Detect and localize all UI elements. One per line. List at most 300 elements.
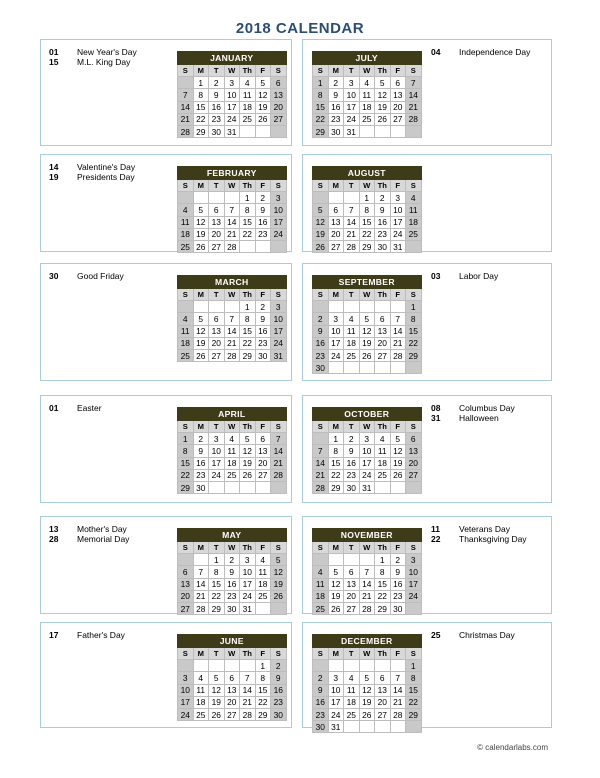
- day-cell: 26: [240, 469, 256, 481]
- day-cell: 19: [328, 590, 344, 602]
- month-calendar-february: [177, 166, 287, 253]
- month-name: MAY: [178, 529, 287, 542]
- day-cell: 6: [255, 433, 271, 445]
- day-cell: [390, 721, 406, 733]
- day-cell: 5: [375, 77, 391, 89]
- weekday-header: F: [255, 289, 271, 301]
- holiday-entry: [49, 271, 124, 281]
- weekday-header: S: [271, 648, 287, 660]
- day-cell: 13: [224, 684, 240, 696]
- day-cell: 10: [209, 445, 225, 457]
- weekday-header: T: [209, 542, 225, 554]
- holiday-list: [49, 403, 102, 413]
- month-calendar-june: [177, 634, 287, 721]
- day-cell: 25: [375, 469, 391, 481]
- day-cell: 30: [193, 481, 209, 493]
- weekday-header: S: [406, 180, 422, 192]
- day-cell: 22: [255, 696, 271, 708]
- day-cell: 16: [328, 101, 344, 113]
- day-cell: [178, 77, 194, 89]
- day-cell: 18: [193, 696, 209, 708]
- day-cell: 8: [240, 313, 256, 325]
- day-cell: 3: [271, 192, 287, 204]
- weekday-header: M: [328, 180, 344, 192]
- day-cell: 27: [209, 240, 225, 252]
- day-cell: 30: [344, 481, 360, 493]
- month-panel-may: [40, 516, 292, 614]
- month-calendar-march: [177, 275, 287, 362]
- day-cell: 26: [359, 708, 375, 720]
- day-cell: 15: [313, 101, 329, 113]
- day-cell: 5: [390, 433, 406, 445]
- day-cell: 21: [224, 337, 240, 349]
- day-cell: 6: [271, 77, 287, 89]
- day-cell: 20: [224, 696, 240, 708]
- day-cell: 8: [255, 672, 271, 684]
- day-cell: 2: [193, 433, 209, 445]
- day-cell: 3: [328, 672, 344, 684]
- day-cell: 19: [375, 101, 391, 113]
- day-cell: 19: [193, 337, 209, 349]
- holiday-entry: [431, 47, 530, 57]
- day-cell: 29: [240, 349, 256, 361]
- day-cell: 28: [359, 602, 375, 614]
- holiday-name: Mother's Day: [77, 524, 127, 534]
- day-cell: 9: [313, 684, 329, 696]
- day-cell: 6: [344, 566, 360, 578]
- day-cell: 10: [328, 684, 344, 696]
- day-cell: 4: [193, 672, 209, 684]
- weekday-header: W: [359, 421, 375, 433]
- month-name: JANUARY: [178, 52, 287, 65]
- day-cell: 4: [178, 204, 194, 216]
- day-cell: 10: [328, 325, 344, 337]
- day-cell: [359, 301, 375, 313]
- day-cell: [375, 125, 391, 137]
- day-cell: 5: [313, 204, 329, 216]
- holiday-entry: [49, 162, 135, 172]
- day-cell: 3: [240, 554, 256, 566]
- month-name: FEBRUARY: [178, 167, 287, 180]
- weekday-header: S: [178, 648, 194, 660]
- day-cell: 28: [390, 708, 406, 720]
- day-cell: 14: [271, 445, 287, 457]
- day-cell: 16: [209, 101, 225, 113]
- day-cell: 15: [406, 684, 422, 696]
- day-cell: [240, 660, 256, 672]
- day-cell: 6: [328, 204, 344, 216]
- holiday-list: [49, 47, 137, 67]
- holiday-list: [49, 162, 135, 182]
- weekday-header: W: [359, 65, 375, 77]
- day-cell: 20: [178, 590, 194, 602]
- day-cell: 9: [375, 204, 391, 216]
- day-cell: [328, 192, 344, 204]
- day-cell: 17: [271, 216, 287, 228]
- weekday-header: S: [271, 65, 287, 77]
- weekday-header: F: [390, 65, 406, 77]
- day-cell: 7: [390, 313, 406, 325]
- day-cell: 27: [255, 469, 271, 481]
- holiday-entry: [49, 524, 129, 534]
- holiday-name: Father's Day: [77, 630, 125, 640]
- day-cell: 15: [328, 457, 344, 469]
- day-cell: 24: [328, 708, 344, 720]
- day-cell: [255, 240, 271, 252]
- day-cell: 5: [209, 672, 225, 684]
- day-cell: 29: [209, 602, 225, 614]
- weekday-header: S: [406, 65, 422, 77]
- day-cell: 4: [406, 192, 422, 204]
- day-cell: [390, 301, 406, 313]
- day-cell: 4: [313, 566, 329, 578]
- day-cell: 27: [178, 602, 194, 614]
- day-cell: 19: [240, 457, 256, 469]
- day-cell: 5: [359, 313, 375, 325]
- holiday-date: 03: [431, 271, 441, 281]
- day-cell: [344, 301, 360, 313]
- day-cell: [178, 192, 194, 204]
- day-cell: 10: [359, 445, 375, 457]
- day-cell: 21: [313, 469, 329, 481]
- day-cell: 10: [344, 89, 360, 101]
- day-cell: [344, 192, 360, 204]
- day-cell: 2: [344, 433, 360, 445]
- day-cell: 7: [193, 566, 209, 578]
- weekday-header: M: [328, 648, 344, 660]
- weekday-header: S: [406, 542, 422, 554]
- day-cell: 24: [390, 228, 406, 240]
- day-cell: [313, 660, 329, 672]
- weekday-header: F: [255, 421, 271, 433]
- weekday-header: F: [255, 542, 271, 554]
- day-cell: 27: [406, 469, 422, 481]
- weekday-header: F: [390, 289, 406, 301]
- day-cell: [375, 721, 391, 733]
- day-cell: 10: [271, 313, 287, 325]
- month-calendar-july: [312, 51, 422, 138]
- day-cell: 23: [255, 337, 271, 349]
- month-panel-december: [302, 622, 552, 732]
- day-cell: 29: [359, 240, 375, 252]
- day-cell: [359, 721, 375, 733]
- day-cell: [178, 301, 194, 313]
- day-cell: [375, 301, 391, 313]
- day-cell: [209, 192, 225, 204]
- holiday-list: [431, 271, 498, 281]
- day-cell: 27: [209, 349, 225, 361]
- day-cell: 27: [344, 602, 360, 614]
- day-cell: 25: [178, 349, 194, 361]
- day-cell: 31: [271, 349, 287, 361]
- day-cell: [224, 660, 240, 672]
- weekday-header: M: [193, 180, 209, 192]
- day-cell: [209, 481, 225, 493]
- day-cell: 21: [390, 696, 406, 708]
- day-cell: 3: [224, 77, 240, 89]
- day-cell: 3: [271, 301, 287, 313]
- day-cell: 22: [240, 228, 256, 240]
- weekday-header: T: [344, 65, 360, 77]
- day-cell: 16: [344, 457, 360, 469]
- holiday-name: M.L. King Day: [77, 57, 131, 67]
- day-cell: 17: [224, 101, 240, 113]
- weekday-header: T: [209, 289, 225, 301]
- holiday-name: Memorial Day: [77, 534, 130, 544]
- day-cell: 17: [328, 337, 344, 349]
- holiday-name: Thanksgiving Day: [459, 534, 527, 544]
- day-cell: 17: [359, 457, 375, 469]
- holiday-date: 30: [49, 271, 59, 281]
- month-panel-march: [40, 263, 292, 381]
- day-cell: [375, 362, 391, 374]
- day-cell: 13: [406, 445, 422, 457]
- day-cell: 6: [406, 433, 422, 445]
- day-cell: 31: [328, 721, 344, 733]
- month-calendar-april: [177, 407, 287, 494]
- holiday-date: 25: [431, 630, 441, 640]
- day-cell: 12: [240, 445, 256, 457]
- weekday-header: F: [255, 180, 271, 192]
- day-cell: 1: [240, 301, 256, 313]
- day-cell: 31: [240, 602, 256, 614]
- day-cell: 11: [193, 684, 209, 696]
- month-name: SEPTEMBER: [313, 276, 422, 289]
- day-cell: 12: [271, 566, 287, 578]
- day-cell: 4: [224, 433, 240, 445]
- holiday-name: Christmas Day: [459, 630, 515, 640]
- weekday-header: W: [224, 421, 240, 433]
- holiday-entry: [49, 534, 129, 544]
- day-cell: 16: [313, 337, 329, 349]
- day-cell: 13: [390, 89, 406, 101]
- day-cell: 17: [344, 101, 360, 113]
- weekday-header: W: [224, 289, 240, 301]
- day-cell: 19: [359, 337, 375, 349]
- day-cell: 27: [224, 708, 240, 720]
- day-cell: 13: [344, 578, 360, 590]
- day-cell: 18: [344, 696, 360, 708]
- day-cell: 28: [344, 240, 360, 252]
- holiday-name: Valentine's Day: [77, 162, 136, 172]
- day-cell: 4: [375, 433, 391, 445]
- day-cell: 17: [328, 696, 344, 708]
- holiday-date: 01: [49, 47, 59, 57]
- weekday-header: W: [224, 542, 240, 554]
- day-cell: 15: [359, 216, 375, 228]
- day-cell: 13: [375, 325, 391, 337]
- day-cell: 26: [390, 469, 406, 481]
- weekday-header: S: [313, 65, 329, 77]
- day-cell: 3: [406, 554, 422, 566]
- weekday-header: Th: [375, 648, 391, 660]
- day-cell: 22: [375, 590, 391, 602]
- day-cell: 22: [328, 469, 344, 481]
- day-cell: 30: [313, 721, 329, 733]
- day-cell: 17: [390, 216, 406, 228]
- holiday-entry: [431, 271, 498, 281]
- holiday-name: New Year's Day: [77, 47, 137, 57]
- holiday-date: 17: [49, 630, 59, 640]
- month-name: NOVEMBER: [313, 529, 422, 542]
- day-cell: 13: [209, 325, 225, 337]
- month-panel-august: [302, 154, 552, 252]
- day-cell: [224, 481, 240, 493]
- day-cell: 31: [224, 125, 240, 137]
- day-cell: 28: [313, 481, 329, 493]
- day-cell: 2: [375, 192, 391, 204]
- day-cell: 24: [240, 590, 256, 602]
- day-cell: 10: [271, 204, 287, 216]
- day-cell: 28: [193, 602, 209, 614]
- day-cell: 1: [209, 554, 225, 566]
- weekday-header: T: [209, 65, 225, 77]
- day-cell: [390, 362, 406, 374]
- weekday-header: M: [193, 65, 209, 77]
- day-cell: 26: [193, 349, 209, 361]
- day-cell: 22: [178, 469, 194, 481]
- day-cell: 1: [406, 660, 422, 672]
- month-calendar-january: [177, 51, 287, 138]
- day-cell: [224, 192, 240, 204]
- month-panel-april: [40, 395, 292, 503]
- weekday-header: Th: [240, 648, 256, 660]
- day-cell: [313, 554, 329, 566]
- day-cell: 21: [193, 590, 209, 602]
- month-name: JUNE: [178, 635, 287, 648]
- day-cell: [224, 301, 240, 313]
- day-cell: 18: [344, 337, 360, 349]
- day-cell: [255, 481, 271, 493]
- day-cell: 28: [224, 349, 240, 361]
- day-cell: 25: [240, 113, 256, 125]
- day-cell: 31: [344, 125, 360, 137]
- holiday-list: [431, 403, 515, 423]
- day-cell: 2: [328, 77, 344, 89]
- day-cell: 11: [406, 204, 422, 216]
- day-cell: [313, 433, 329, 445]
- day-cell: 6: [224, 672, 240, 684]
- day-cell: [178, 660, 194, 672]
- day-cell: 23: [375, 228, 391, 240]
- day-cell: 24: [406, 590, 422, 602]
- weekday-header: T: [209, 421, 225, 433]
- day-cell: 26: [313, 240, 329, 252]
- day-cell: 13: [178, 578, 194, 590]
- day-cell: 18: [240, 101, 256, 113]
- weekday-header: Th: [240, 289, 256, 301]
- day-cell: 26: [193, 240, 209, 252]
- day-cell: 12: [359, 684, 375, 696]
- day-cell: [406, 721, 422, 733]
- day-cell: [271, 125, 287, 137]
- holiday-name: Columbus Day: [459, 403, 515, 413]
- day-cell: 21: [178, 113, 194, 125]
- day-cell: 5: [240, 433, 256, 445]
- day-cell: 14: [406, 89, 422, 101]
- day-cell: 25: [359, 113, 375, 125]
- day-cell: 17: [406, 578, 422, 590]
- day-cell: 6: [178, 566, 194, 578]
- weekday-header: W: [359, 180, 375, 192]
- day-cell: 7: [240, 672, 256, 684]
- day-cell: 16: [375, 216, 391, 228]
- day-cell: 2: [209, 77, 225, 89]
- weekday-header: S: [313, 289, 329, 301]
- day-cell: 18: [359, 101, 375, 113]
- day-cell: 7: [224, 204, 240, 216]
- day-cell: 8: [178, 445, 194, 457]
- day-cell: 28: [224, 240, 240, 252]
- day-cell: 22: [240, 337, 256, 349]
- day-cell: 5: [255, 77, 271, 89]
- day-cell: 9: [255, 313, 271, 325]
- day-cell: 8: [209, 566, 225, 578]
- weekday-header: T: [344, 421, 360, 433]
- day-cell: 9: [271, 672, 287, 684]
- day-cell: 9: [328, 89, 344, 101]
- day-cell: 24: [328, 349, 344, 361]
- day-cell: 22: [313, 113, 329, 125]
- day-cell: 8: [406, 672, 422, 684]
- day-cell: 7: [359, 566, 375, 578]
- holiday-entry: [431, 524, 527, 534]
- day-cell: [359, 660, 375, 672]
- day-cell: 20: [271, 101, 287, 113]
- month-calendar-august: [312, 166, 422, 253]
- day-cell: 21: [271, 457, 287, 469]
- day-cell: 14: [224, 216, 240, 228]
- day-cell: 24: [344, 113, 360, 125]
- weekday-header: S: [313, 180, 329, 192]
- day-cell: 7: [390, 672, 406, 684]
- day-cell: [271, 240, 287, 252]
- day-cell: 20: [375, 696, 391, 708]
- weekday-header: S: [271, 289, 287, 301]
- day-cell: 29: [193, 125, 209, 137]
- day-cell: 21: [406, 101, 422, 113]
- day-cell: 29: [375, 602, 391, 614]
- day-cell: [209, 301, 225, 313]
- day-cell: 30: [224, 602, 240, 614]
- day-cell: 12: [193, 216, 209, 228]
- day-cell: 24: [271, 337, 287, 349]
- month-calendar-september: [312, 275, 422, 374]
- day-cell: 6: [209, 204, 225, 216]
- day-cell: 7: [344, 204, 360, 216]
- day-cell: 30: [375, 240, 391, 252]
- weekday-header: F: [255, 648, 271, 660]
- day-cell: [344, 660, 360, 672]
- day-cell: 15: [255, 684, 271, 696]
- day-cell: 18: [178, 337, 194, 349]
- day-cell: 30: [390, 602, 406, 614]
- holiday-name: Veterans Day: [459, 524, 511, 534]
- day-cell: 20: [406, 457, 422, 469]
- day-cell: 7: [224, 313, 240, 325]
- day-cell: 9: [193, 445, 209, 457]
- day-cell: 1: [313, 77, 329, 89]
- day-cell: [344, 554, 360, 566]
- day-cell: [359, 125, 375, 137]
- weekday-header: M: [328, 289, 344, 301]
- day-cell: 30: [313, 362, 329, 374]
- day-cell: 30: [209, 125, 225, 137]
- holiday-list: [431, 524, 527, 544]
- weekday-header: Th: [375, 421, 391, 433]
- day-cell: 12: [193, 325, 209, 337]
- day-cell: 22: [406, 696, 422, 708]
